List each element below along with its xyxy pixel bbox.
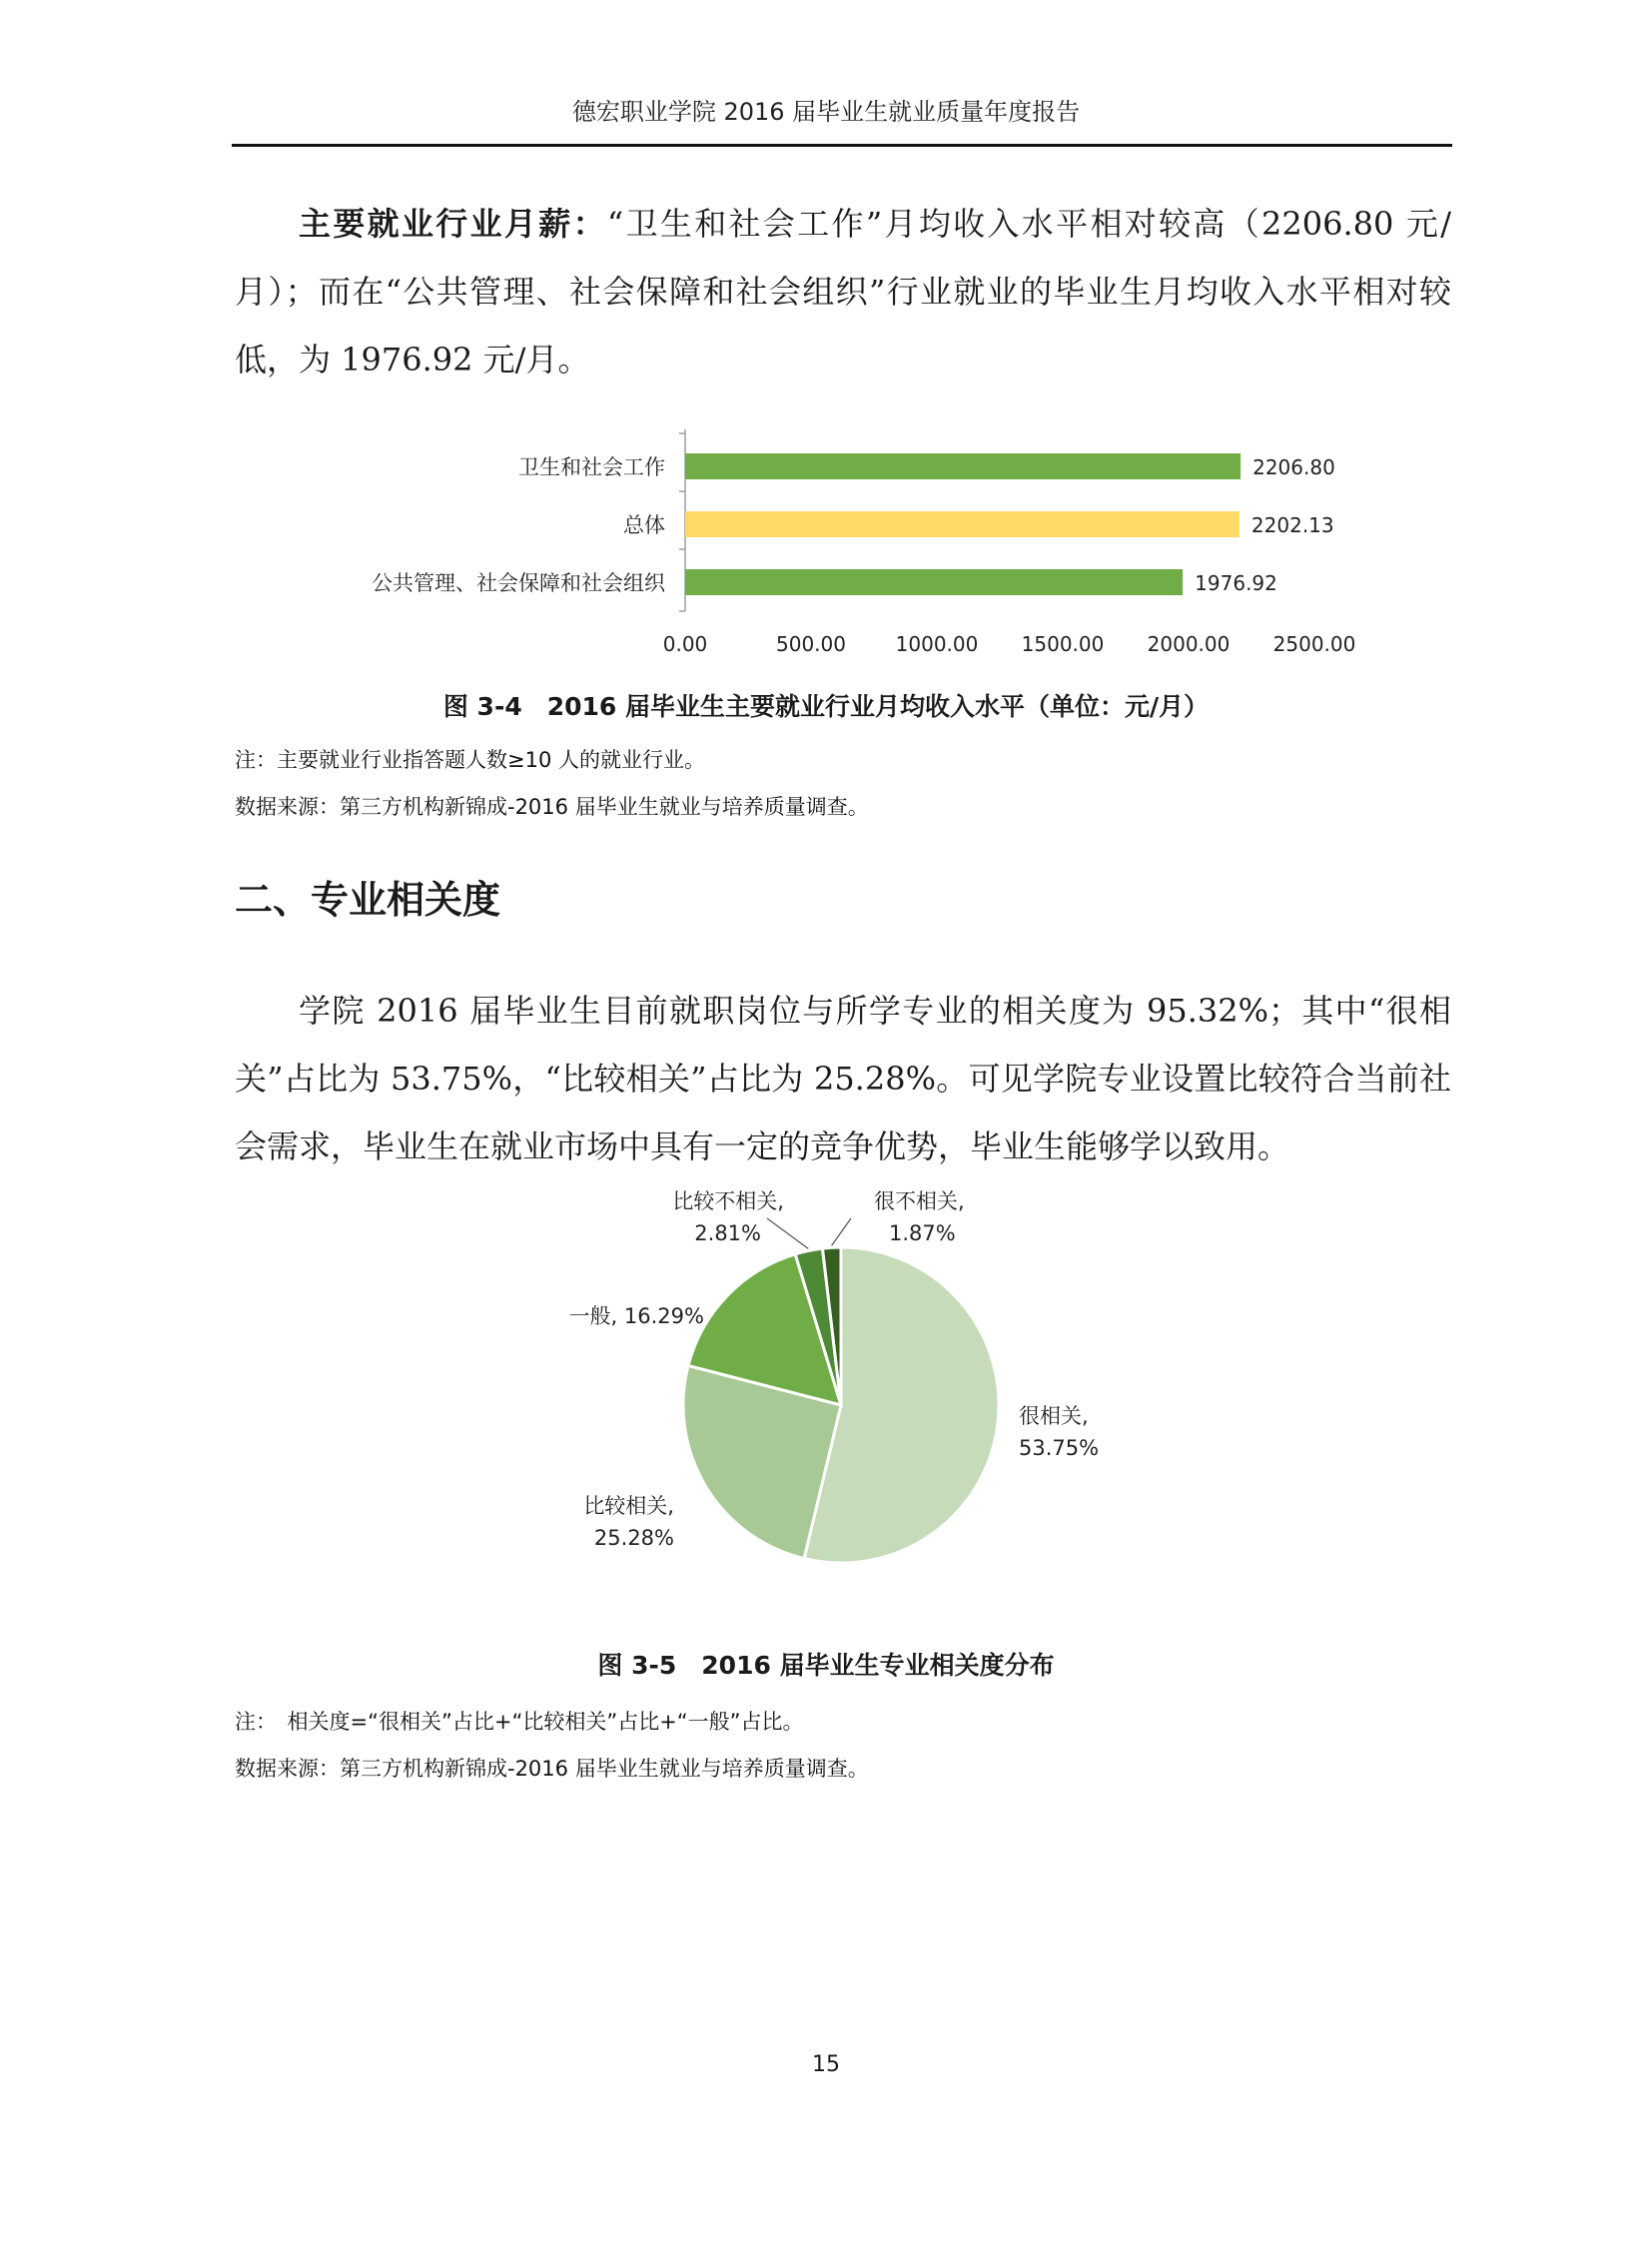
bar-value-label: 1976.92 — [1195, 571, 1277, 595]
pie-label-label: 比较不相关, — [672, 1189, 784, 1213]
bar-1 — [685, 511, 1239, 537]
paragraph-lead: 主要就业行业月薪： — [299, 205, 607, 243]
figure-3-4-source: 数据来源：第三方机构新锦成-2016 届毕业生就业与培养质量调查。 — [235, 795, 869, 819]
bar-x-tick-label: 500.00 — [776, 632, 846, 656]
bar-value-label: 2202.13 — [1250, 513, 1334, 537]
bar-x-tick-label: 2500.00 — [1272, 632, 1356, 656]
bar-x-tick-label: 2000.00 — [1147, 632, 1231, 656]
bar-category-label: 卫生和社会工作 — [518, 455, 665, 479]
pie-label-value: 2.81% — [694, 1221, 761, 1245]
bar-0 — [685, 453, 1240, 479]
bar-x-tick-label: 1000.00 — [895, 632, 979, 656]
paragraph-salary — [235, 190, 1451, 393]
paragraph-salary-text: “卫生和社会工作”月均收入水平相对较高（2206.80 元/月）；而在“公共管理、社会保障和社会组织”行业就业的毕业生月均收入水平相对较低，为 1976.92 元/月。 — [235, 205, 1451, 378]
figure-3-5-note: 注： 相关度=“很相关”占比+“比较相关”占比+“一般”占比。 — [235, 1710, 804, 1734]
page-number: 15 — [812, 2052, 840, 2077]
industry-salary-bar-chart — [300, 419, 1398, 669]
paragraph-relevance: 学院 2016 届毕业生目前就职岗位与所学专业的相关度为 95.32%；其中“很相关”占比为 53.75%，“比较相关”占比为 25.28%。可见学院专业设置比较符合当前社会需求，毕业生在就业市场中具有一定的竞争优势，毕业生能够学以致用。 — [235, 992, 1451, 1165]
bar-x-tick-label: 0.00 — [662, 632, 708, 656]
pie-label-value: 1.87% — [889, 1221, 956, 1245]
pie-label-label: 比较相关, — [583, 1494, 674, 1518]
bar-category-label: 总体 — [623, 513, 665, 537]
pie-label-value: 53.75% — [1019, 1436, 1100, 1460]
bar-category-label: 公共管理、社会保障和社会组织 — [372, 571, 665, 595]
pie-label-both: 一般, 16.29% — [568, 1304, 704, 1328]
bar-value-label: 2206.80 — [1252, 455, 1335, 479]
pie-label-label: 很相关, — [1019, 1404, 1089, 1428]
figure-3-5-caption: 图 3-5 2016 届毕业生专业相关度分布 — [597, 1651, 1055, 1680]
pie-leader-line — [767, 1218, 808, 1248]
pie-leader-line — [832, 1218, 851, 1245]
header-rule — [232, 144, 1452, 147]
section-title: 二、专业相关度 — [235, 878, 501, 922]
bar-x-tick-label: 1500.00 — [1021, 632, 1105, 656]
pie-label-label: 很不相关, — [874, 1189, 965, 1213]
figure-3-5-source: 数据来源：第三方机构新锦成-2016 届毕业生就业与培养质量调查。 — [235, 1757, 869, 1781]
bar-2 — [685, 569, 1183, 595]
pie-label-value: 25.28% — [593, 1526, 674, 1550]
header-title: 德宏职业学院 2016 届毕业生就业质量年度报告 — [571, 98, 1081, 126]
figure-3-4-note: 注：主要就业行业指答题人数≥10 人的就业行业。 — [235, 748, 705, 772]
major-relevance-pie-chart — [499, 1173, 1149, 1593]
figure-3-4-caption: 图 3-4 2016 届毕业生主要就业行业月均收入水平（单位：元/月） — [442, 692, 1210, 721]
